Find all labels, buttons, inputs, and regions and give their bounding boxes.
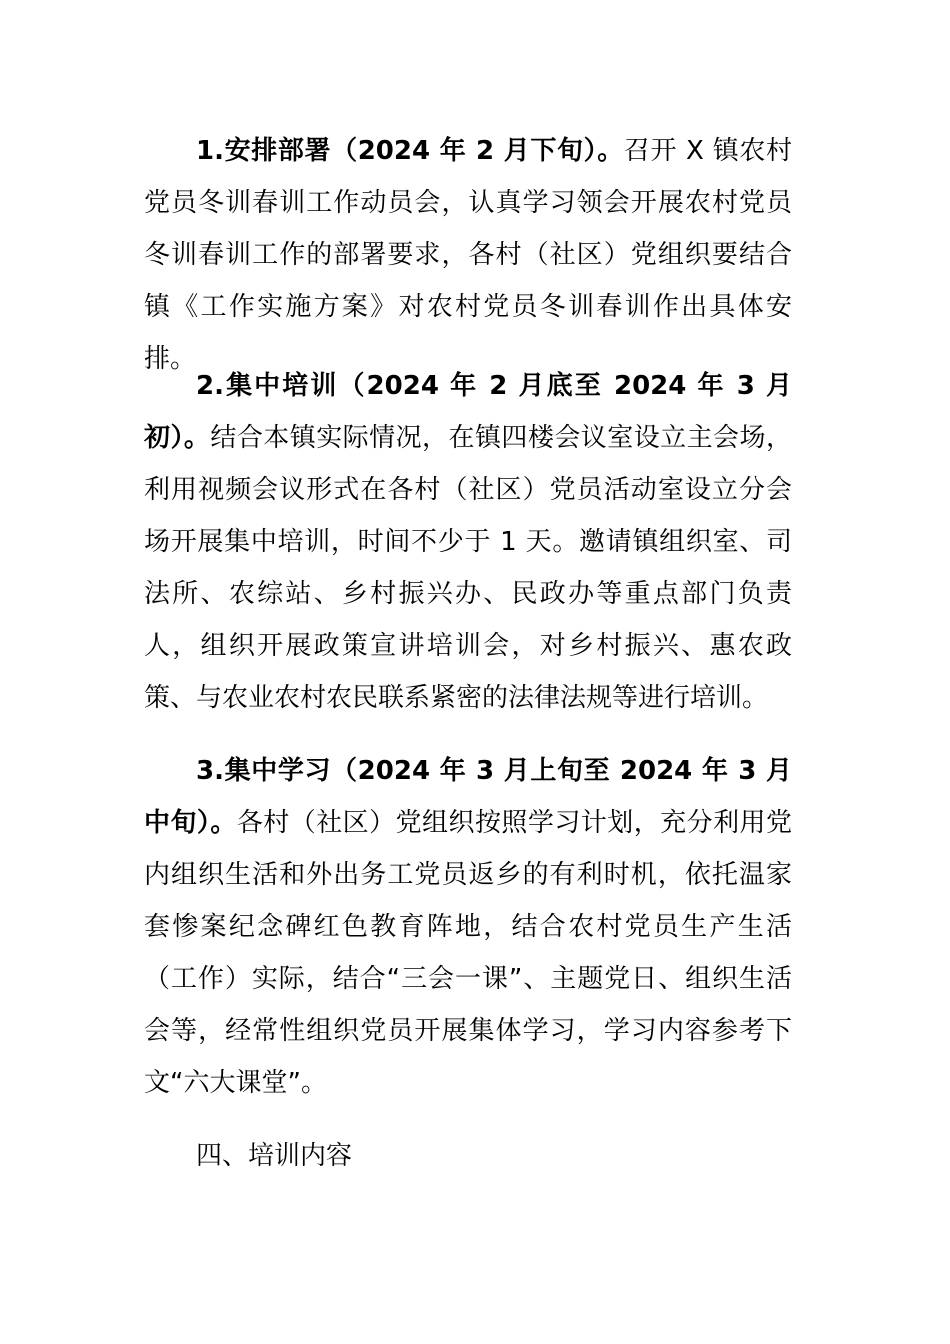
- paragraph-arrangement: [144, 125, 792, 385]
- paragraph-centralized-study: [144, 745, 792, 1109]
- paragraph-body: 结合本镇实际情况，在镇四楼会议室设立主会场，利用视频会议形式在各村（社区）党员活动室设立分会场开展集中培训，时间不少于 1 天。邀请镇组织室、司法所、农综站、乡村振兴办、民政办等重点部门负责人，组织开展政策宣讲培训会，对乡村振兴、惠农政策、与农业农村农民联系紧密的法律法规等进行培训。: [144, 423, 792, 713]
- section-title: [144, 1130, 792, 1182]
- section-title-text: 四、培训内容: [196, 1141, 353, 1171]
- paragraph-body: 召开 X 镇农村党员冬训春训工作动员会，认真学习领会开展农村党员冬训春训工作的部署要求，各村（社区）党组织要结合镇《工作实施方案》对农村党员冬训春训作出具体安排。: [144, 136, 792, 374]
- paragraph-heading: 1.安排部署（2024 年 2 月下旬）。: [196, 136, 624, 166]
- paragraph-centralized-training: [144, 360, 792, 724]
- paragraph-body: 各村（社区）党组织按照学习计划，充分利用党内组织生活和外出务工党员返乡的有利时机，依托温家套惨案纪念碑红色教育阵地，结合农村党员生产生活（工作）实际，结合“三会一课”、主题党日、组织生活会等，经常性组织党员开展集体学习，学习内容参考下文“六大课堂”。: [144, 808, 792, 1098]
- paragraph-heading: 2.集中培训（2024 年 2 月底至 2024 年 3 月初）。: [144, 371, 792, 453]
- paragraph-heading: 3.集中学习（2024 年 3 月上旬至 2024 年 3 月中旬）。: [144, 756, 792, 838]
